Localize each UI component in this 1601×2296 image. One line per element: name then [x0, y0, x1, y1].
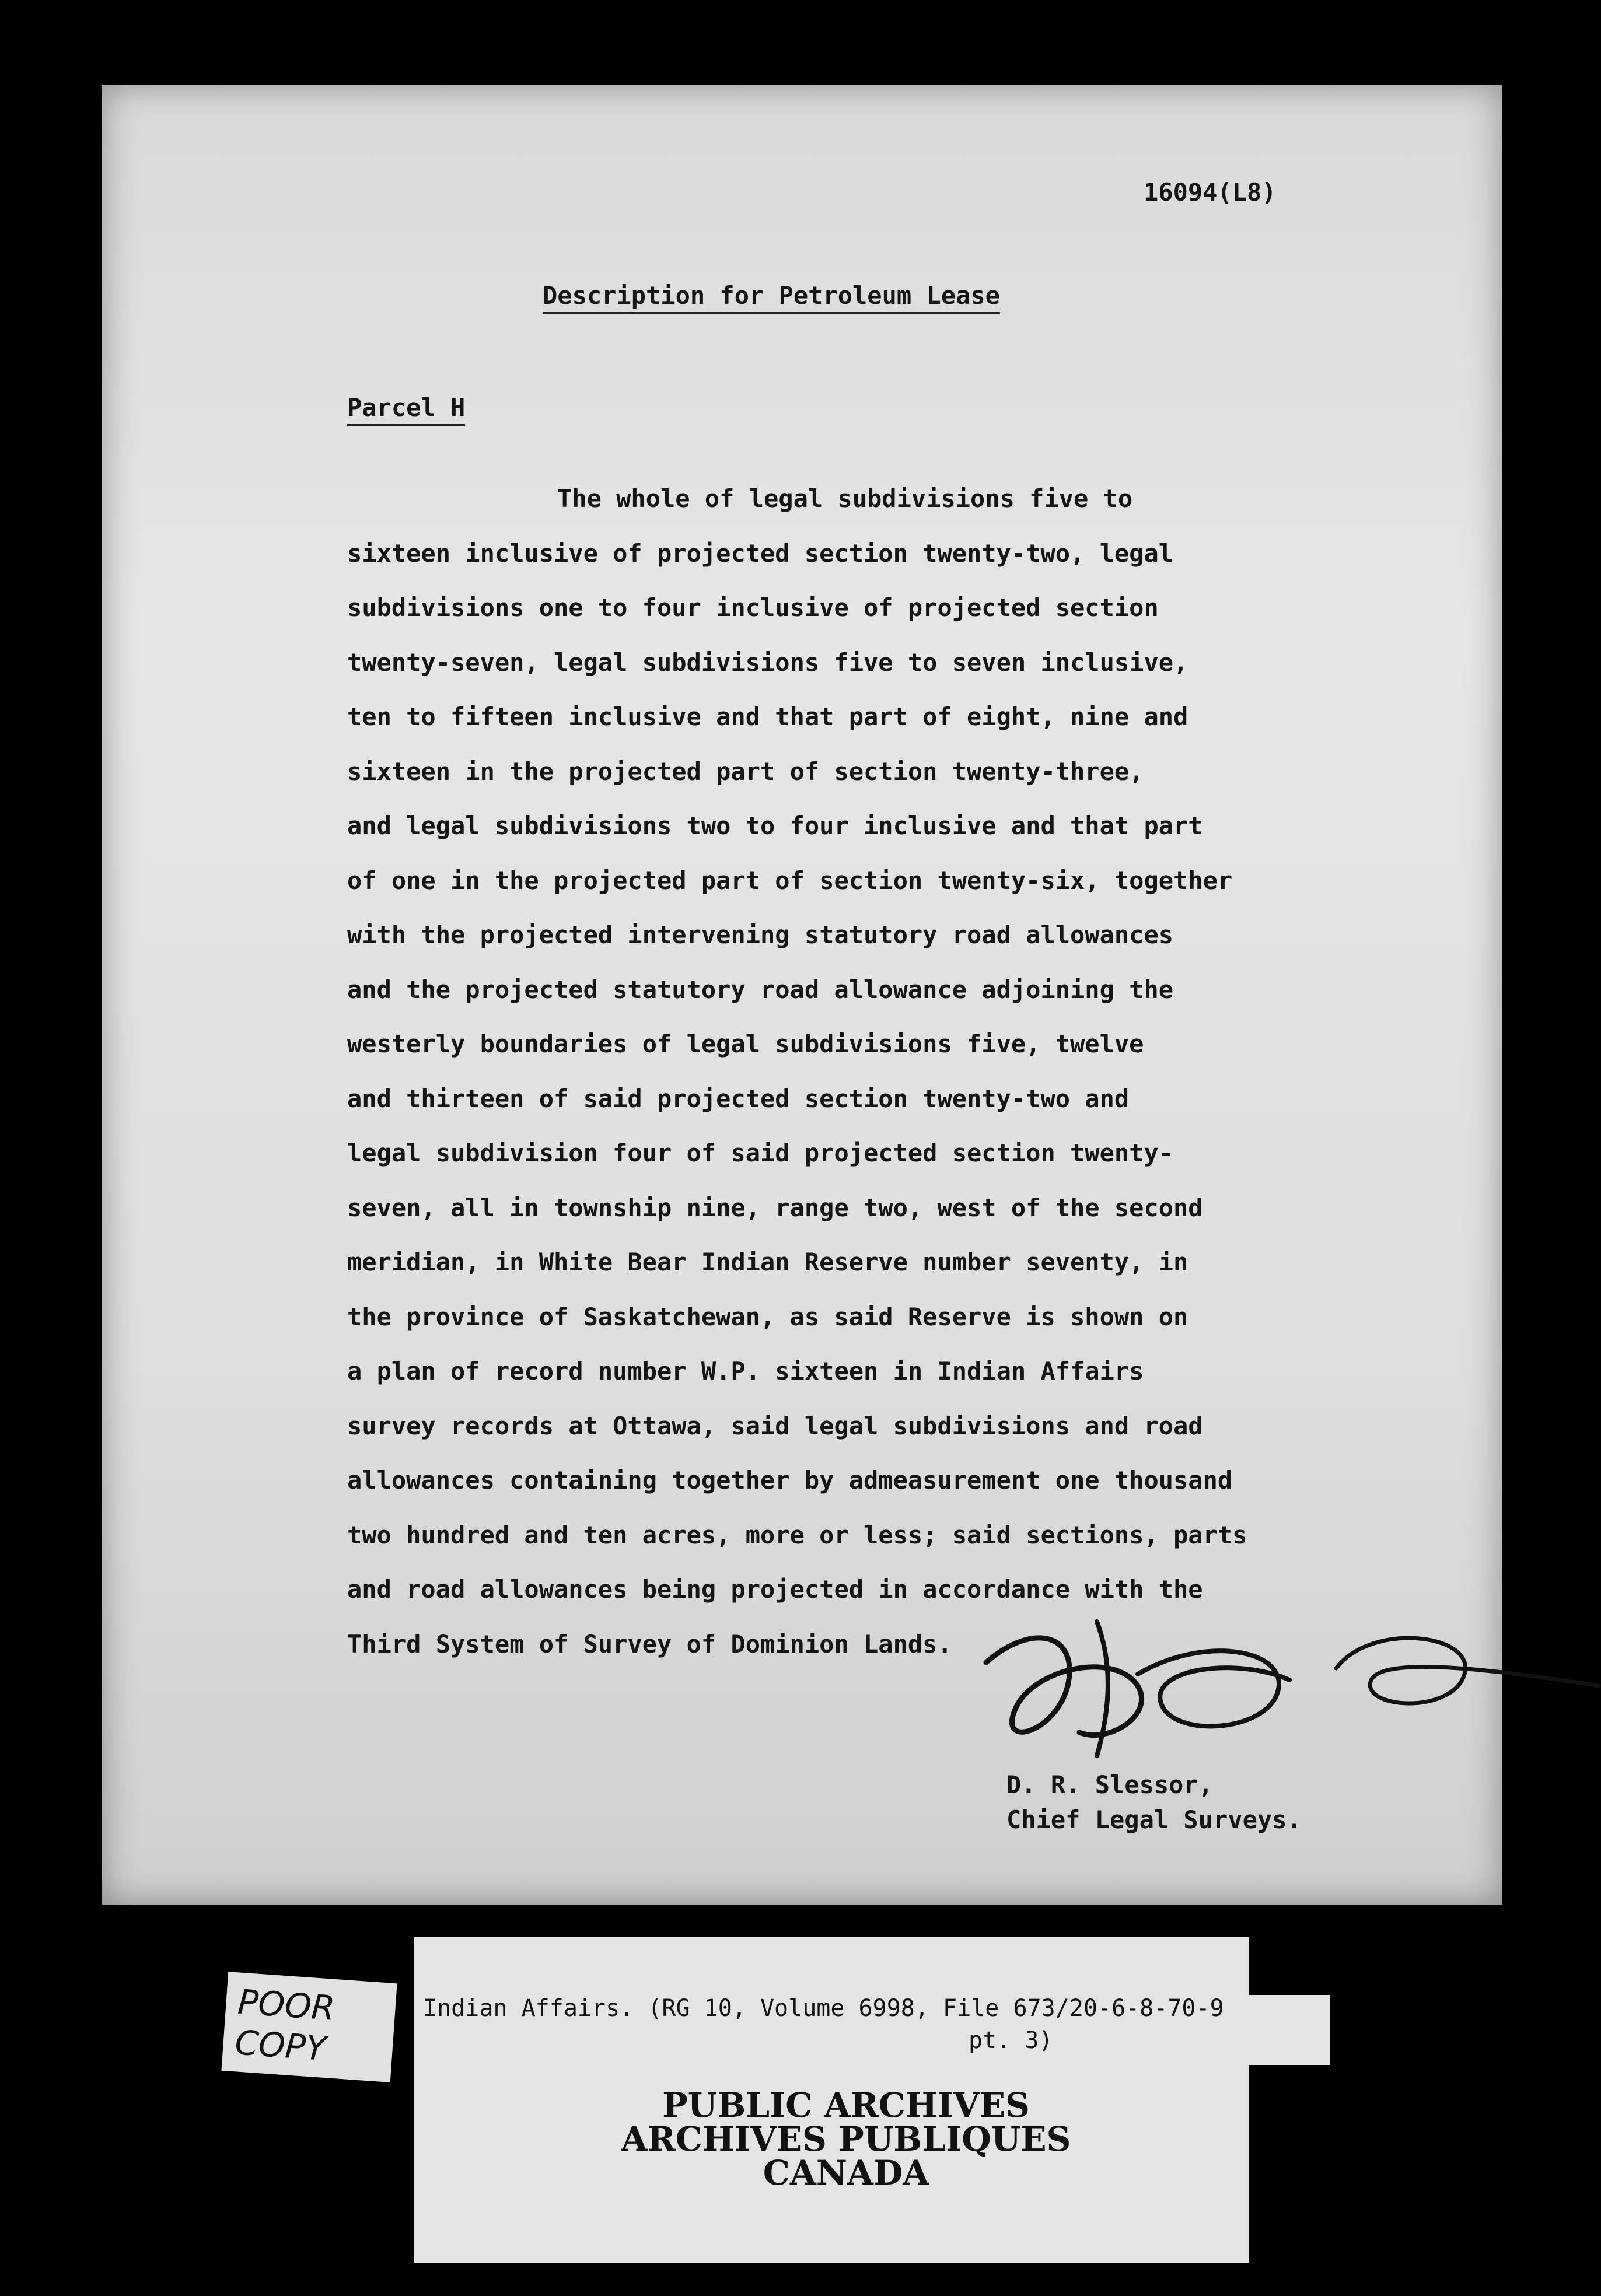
body-line: seven, all in township nine, range two, west of the second [347, 1193, 1203, 1222]
body-line: and thirteen of said projected section twenty-two and [347, 1084, 1130, 1113]
signatory-name: D. R. Slessor, [1006, 1770, 1214, 1799]
poor-copy-note [221, 1972, 397, 2082]
body-line: sixteen in the projected part of section twenty-three, [347, 757, 1144, 786]
body-line: legal subdivision four of said projected section twenty- [347, 1139, 1174, 1167]
body-line: and the projected statutory road allowance adjoining the [347, 975, 1174, 1004]
body-line: twenty-seven, legal subdivisions five to seven inclusive, [347, 648, 1188, 677]
body-line: a plan of record number W.P. sixteen in Indian Affairs [347, 1357, 1144, 1385]
handwritten-poor-copy-icon [221, 1972, 397, 2082]
body-line: two hundred and ten acres, more or less; said sections, parts [347, 1520, 1247, 1549]
parcel-heading: Parcel H [347, 393, 465, 426]
archive-citation-continued: pt. 3) [969, 2027, 1053, 2054]
body-line: of one in the projected part of section twenty-six, together [347, 866, 1233, 895]
body-line: subdivisions one to four inclusive of projected section [347, 593, 1159, 622]
archives-stamp [583, 2085, 1109, 2193]
body-line: westerly boundaries of legal subdivisions five, twelve [347, 1030, 1144, 1058]
body-line: the province of Saskatchewan, as said Reserve is shown on [347, 1302, 1188, 1331]
body-line: allowances containing together by admeasurement one thousand [347, 1466, 1233, 1494]
body-line: ten to fifteen inclusive and that part of eight, nine and [347, 702, 1188, 731]
svg-text:POOR: POOR [236, 1982, 337, 2028]
archive-citation: Indian Affairs. (RG 10, Volume 6998, File 673/20-6-8-70-9 [423, 1995, 1224, 2022]
svg-text:COPY: COPY [233, 2022, 328, 2069]
document-title: Description for Petroleum Lease [543, 281, 1000, 314]
stamp-line-french: ARCHIVES PUBLIQUES [621, 2119, 1071, 2159]
body-line: meridian, in White Bear Indian Reserve number seventy, in [347, 1248, 1188, 1276]
reference-number: 16094(L8) [1144, 178, 1277, 206]
signatory-title: Chief Legal Surveys. [1006, 1805, 1302, 1834]
description-body [347, 481, 1456, 1681]
body-line: Third System of Survey of Dominion Lands. [347, 1629, 952, 1658]
archive-label-tab [1249, 1995, 1330, 2065]
body-line: and legal subdivisions two to four inclusive and that part [347, 811, 1203, 840]
stamp-line-country: CANADA [763, 2153, 929, 2193]
body-line: sixteen inclusive of projected section twenty-two, legal [347, 538, 1174, 568]
handwritten-signature [963, 1598, 1601, 1773]
body-line: with the projected intervening statutory road allowances [347, 921, 1174, 949]
stamp-line-english: PUBLIC ARCHIVES [662, 2085, 1030, 2125]
body-line: and road allowances being projected in accordance with the [347, 1575, 1203, 1604]
body-line: The whole of legal subdivisions five to [557, 484, 1133, 513]
body-line: survey records at Ottawa, said legal subdivisions and road [347, 1411, 1203, 1440]
